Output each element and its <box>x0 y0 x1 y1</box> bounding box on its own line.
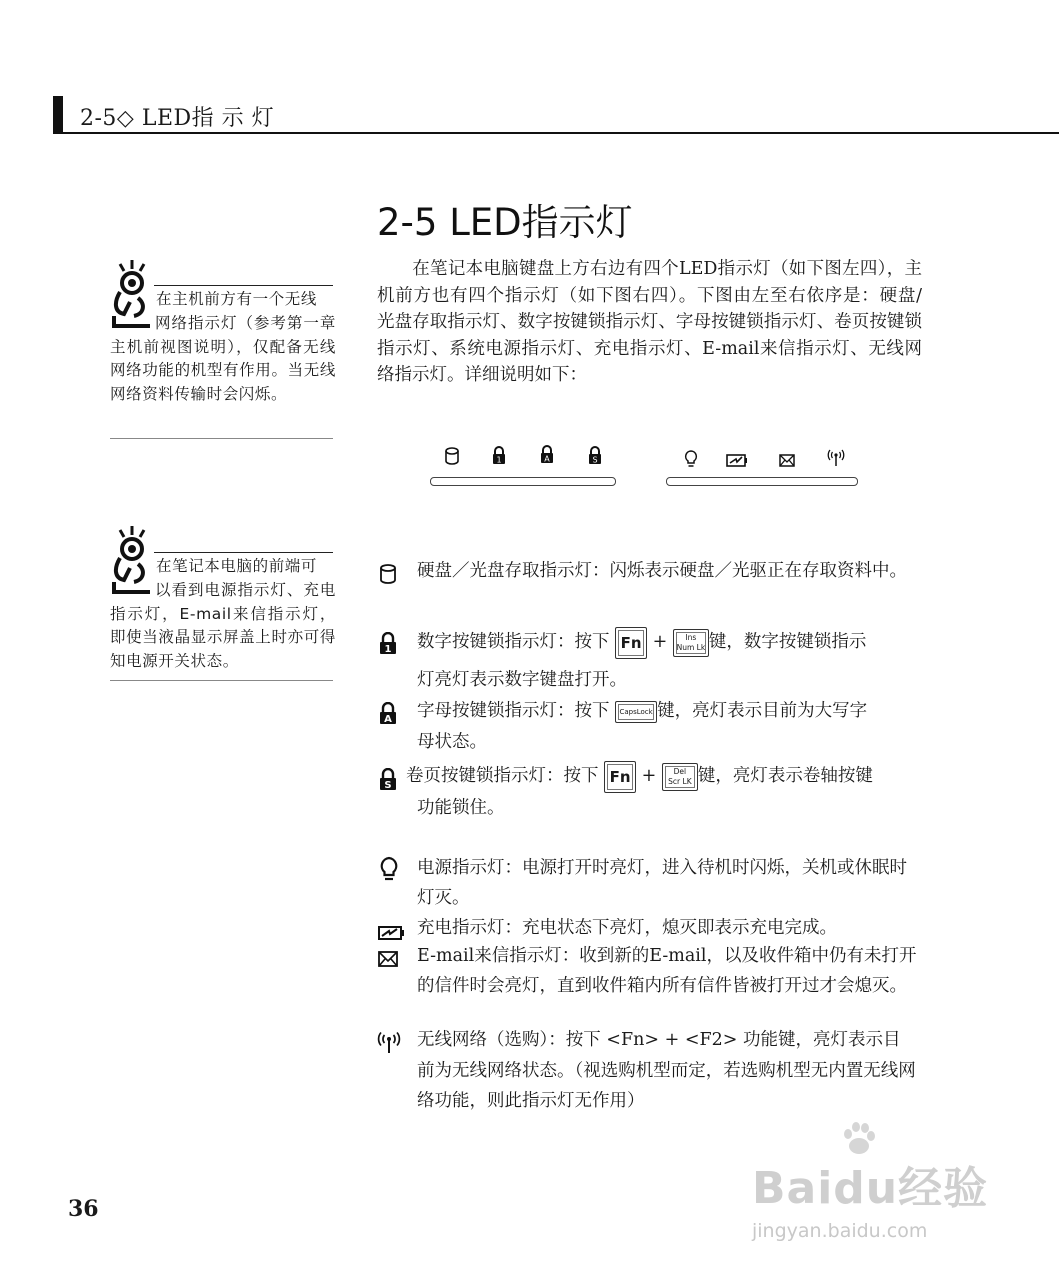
section-title: 2-5 LED指示灯 <box>377 201 633 244</box>
num-lock-icon <box>490 445 508 465</box>
intro-text: 在笔记本电脑键盘上方右边有四个LED指示灯（如下图左四），主机前方也有四个指示灯（如下图右四）。下图由左至右依序是：硬盘/ 光盘存取指示灯、数字按键锁指示灯、字母按键锁指示灯、卷页按键锁指示灯、系统电源指示灯、充电指示灯、E-mail来信指示灯、无线网络指示灯。详细说明如下： <box>377 259 922 386</box>
charge-led-description: 充电指示灯：充电状态下亮灯，熄灭即表示充电完成。 <box>417 918 837 938</box>
note-top-rule <box>154 285 333 286</box>
battery-charge-icon <box>377 921 405 943</box>
scroll-lock-icon <box>586 445 604 465</box>
svg-text:S: S <box>384 780 392 790</box>
front-led-strip <box>666 477 858 486</box>
watermark-logo: Baidu经验 <box>752 1163 989 1214</box>
caps-lock-description <box>417 696 920 726</box>
note-text: 以看到电源指示灯、充电指示灯，E-mail来信指示灯，即使当液晶显示屏盖上时亦可得知电源开关状态。 <box>110 581 336 670</box>
caps-lock-text: 键，亮灯表示目前为大写字 <box>657 701 868 721</box>
running-header: 2-5◇ LED指 示 灯 <box>80 106 275 131</box>
caps-lock-icon <box>377 702 399 724</box>
watermark-url: jingyan.baidu.com <box>752 1220 928 1242</box>
header-bar <box>53 96 63 134</box>
key-label-top: Del <box>673 766 687 776</box>
caps-lock-text: 字母按键锁指示灯：按下 <box>417 701 610 721</box>
wireless-led-description: 无线网络（选购）：按下 <Fn> + <F2> 功能键，亮灯表示目 <box>417 1030 901 1050</box>
power-bulb-icon <box>377 856 401 882</box>
baidu-watermark <box>752 1128 988 1242</box>
mail-led-description: E-mail来信指示灯：收到新的E-mail，以及收件箱中仍有未打开的信件时会亮灯，直到收件箱内所有信件皆被打开过才会熄灭。 <box>417 946 917 996</box>
disk-icon <box>377 563 399 585</box>
fn-key: Fn <box>615 627 647 659</box>
mail-icon <box>778 451 796 471</box>
note-text: 在主机前方有一个无线 <box>156 290 318 308</box>
note-text: 网络指示灯（参考第一章主机前视图说明），仅配备无线网络功能的机型有作用。当无线网络资料传输时会闪烁。 <box>110 314 336 403</box>
plus-sign: + <box>641 766 657 786</box>
svg-text:1: 1 <box>384 644 392 654</box>
scroll-lock-icon <box>377 768 399 790</box>
svg-text:A: A <box>384 714 392 724</box>
num-lock-icon <box>377 632 399 654</box>
plus-sign: + <box>652 632 668 652</box>
note-bottom-rule <box>110 438 333 439</box>
mail-icon <box>377 948 399 970</box>
disk-led-description: 硬盘／光盘存取指示灯：闪烁表示硬盘／光驱正在存取资料中。 <box>417 561 907 581</box>
scroll-lock-text: 键，亮灯表示卷轴按键 <box>697 766 873 786</box>
paw-icon <box>838 1120 878 1160</box>
power-bulb-icon <box>682 449 700 469</box>
note-top-rule <box>154 552 333 553</box>
wireless-icon <box>377 1031 401 1055</box>
wireless-icon <box>827 448 845 468</box>
num-lock-text: 键，数字按键锁指示 <box>708 632 867 652</box>
svg-text:A: A <box>544 454 550 464</box>
header-rule <box>53 132 1059 134</box>
key-label-top: Ins <box>685 632 697 642</box>
fn-key: Fn <box>604 761 636 793</box>
scroll-lock-description <box>406 758 926 794</box>
page-number: 36 <box>68 1196 99 1222</box>
key-label-bottom: Num Lk <box>676 642 706 652</box>
scroll-lock-text: 卷页按键锁指示灯：按下 <box>406 766 599 786</box>
del-scrlk-key <box>662 763 698 791</box>
note-bottom-rule <box>110 680 333 681</box>
num-lock-text: 数字按键锁指示灯：按下 <box>417 632 610 652</box>
svg-text:S: S <box>592 455 598 465</box>
intro-paragraph <box>377 256 922 389</box>
num-lock-description-cont: 灯亮灯表示数字键盘打开。 <box>417 670 627 690</box>
disk-icon <box>443 446 461 466</box>
ins-numlk-key <box>673 629 709 657</box>
wireless-led-description-cont: 前为无线网络状态。（视选购机型而定，若选购机型无内置无线网络功能，则此指示灯无作用） <box>417 1061 916 1111</box>
battery-charge-icon <box>726 450 748 470</box>
power-led-description: 电源指示灯：电源打开时亮灯，进入待机时闪烁，关机或休眠时灯灭。 <box>417 858 907 908</box>
scroll-lock-description-cont: 功能锁住。 <box>417 798 505 818</box>
key-label-bottom: Scr LK <box>668 776 692 786</box>
caps-lock-icon <box>538 444 556 464</box>
note-text: 在笔记本电脑的前端可 <box>156 557 318 575</box>
keyboard-led-strip <box>430 477 616 486</box>
caps-lock-description-cont: 母状态。 <box>417 732 487 752</box>
svg-text:1: 1 <box>496 455 502 465</box>
num-lock-description <box>417 624 920 660</box>
capslock-key: CapsLock <box>615 701 657 723</box>
